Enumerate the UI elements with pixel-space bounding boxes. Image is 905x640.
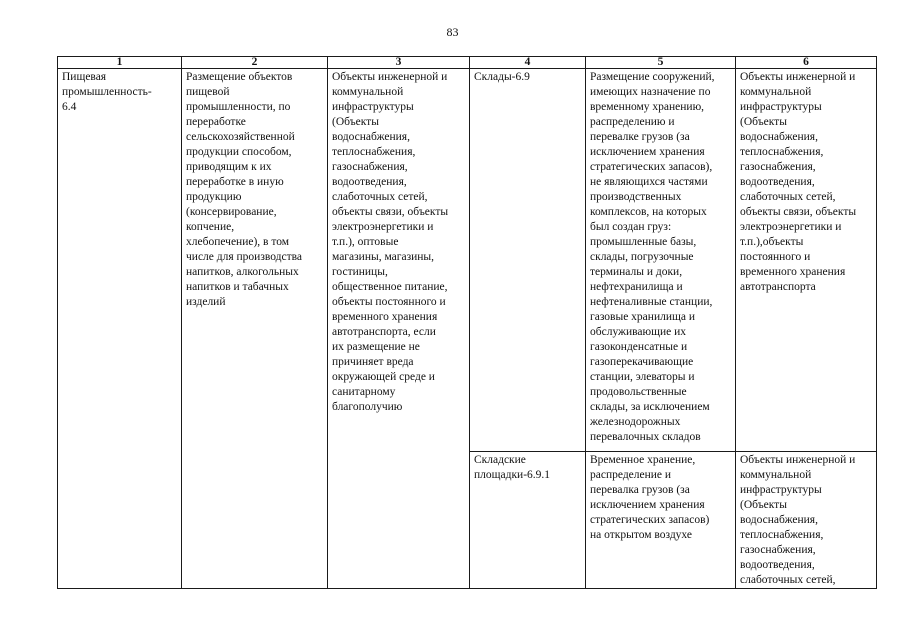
cell-aux-objects: Объекты инженерной и коммунальной инфраструктуры (Объекты водоснабжения, теплоснабжения, газоснабжения, водоотведения, слаботочных сетей, объекты связи, объекты электроэнергетики и т.п.),объекты постоянного и временного хранения автотранспорта <box>740 71 857 293</box>
header-col-1: 1 <box>58 57 182 69</box>
table-cell <box>470 452 586 589</box>
table-cell <box>470 69 586 452</box>
header-col-3: 3 <box>328 57 470 69</box>
cell-aux-use-description: Временное хранение, распределение и перевалка грузов (за исключением хранения стратегических запасов) на открытом воздухе <box>590 454 710 541</box>
table-cell <box>328 69 470 589</box>
cell-aux-use-description: Размещение сооружений, имеющих назначение по временному хранению, распределению и перевалке грузов (за исключением хранения стратегических запасов), не являющихся частями производственных комплексов, на которых был создан груз: промышленные базы, склады, погрузочные терминалы и доки, нефтехранилища и нефтеналивные станции, газовые хранилища и обслуживающие их газоконденсатные и газоперекачивающие станции, элеваторы и продовольственные склады, за исключением железнодорожных перевалочных складов <box>590 71 715 443</box>
table-cell <box>58 69 182 589</box>
table-cell <box>736 452 877 589</box>
cell-aux-use-type: Складские площадки-6.9.1 <box>474 454 551 481</box>
cell-aux-objects: Объекты инженерной и коммунальной инфраструктуры (Объекты водоснабжения, теплоснабжения, газоснабжения, водоотведения, слаботочных сетей, <box>740 454 856 586</box>
header-col-5: 5 <box>586 57 736 69</box>
table-cell <box>736 69 877 452</box>
cell-use-description: Размещение объектов пищевой промышленности, по переработке сельскохозяйственной продукции способом, приводящим к их переработке в иную продукцию (консервирование, копчение, хлебопечение), в том числе для производства напитков, алкогольных напитков и табачных изделий <box>186 71 302 308</box>
header-col-4: 4 <box>470 57 586 69</box>
page-number: 83 <box>446 25 459 39</box>
header-col-6: 6 <box>736 57 877 69</box>
land-use-table <box>57 56 877 589</box>
cell-aux-use-type: Склады-6.9 <box>474 71 530 83</box>
table-row <box>58 69 877 452</box>
table-cell <box>182 69 328 589</box>
table-cell <box>586 69 736 452</box>
cell-permitted-objects: Объекты инженерной и коммунальной инфраструктуры (Объекты водоснабжения, теплоснабжения, газоснабжения, водоотведения, слаботочных сетей, объекты связи, объекты электроэнергетики и т.п.), оптовые магазины, магазины, гостиницы, общественное питание, объекты постоянного и временного хранения автотранспорта, если их размещение не причиняет вреда окружающей среде и санитарному благополучию <box>332 71 449 413</box>
cell-use-type: Пищевая промышленность- 6.4 <box>62 71 152 113</box>
header-col-2: 2 <box>182 57 328 69</box>
header-row <box>58 57 877 69</box>
table-cell <box>586 452 736 589</box>
